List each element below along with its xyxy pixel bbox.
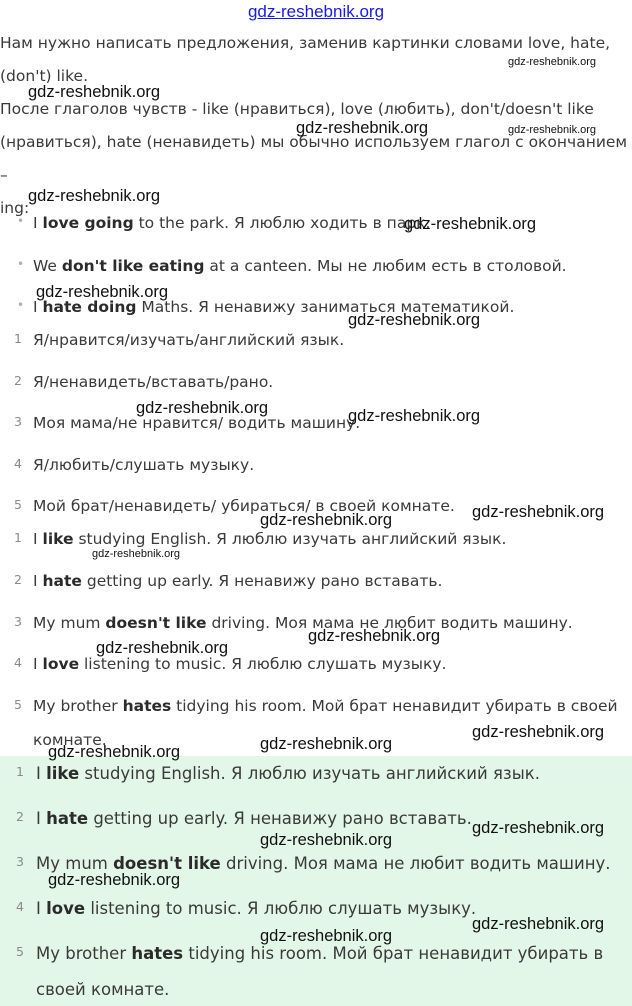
watermark: gdz-reshebnik.org [48, 743, 181, 761]
watermark: gdz-reshebnik.org [296, 119, 429, 137]
intro-line: (don't) like. [0, 67, 89, 85]
watermark: gdz-reshebnik.org [260, 735, 393, 753]
watermark: gdz-reshebnik.org [404, 215, 537, 233]
watermark: gdz-reshebnik.org [472, 503, 605, 521]
watermark: gdz-reshebnik.org [92, 548, 181, 560]
watermark: gdz-reshebnik.org [28, 187, 161, 205]
intro-line: (нравиться), hate (ненавидеть) мы обычно используем глагол с окончанием – [0, 133, 628, 184]
watermark: gdz-reshebnik.org [308, 627, 441, 645]
watermark: gdz-reshebnik.org [260, 927, 393, 945]
intro-line: После глаголов чувств - like (нравиться), love (любить), don't/doesn't like [0, 100, 594, 118]
watermark: gdz-reshebnik.org [508, 124, 597, 136]
watermark: gdz-reshebnik.org [472, 819, 605, 837]
watermark: gdz-reshebnik.org [472, 723, 605, 741]
watermark: gdz-reshebnik.org [36, 283, 169, 301]
watermark: gdz-reshebnik.org [96, 639, 229, 657]
intro-line: Нам нужно написать предложения, заменив картинки словами love, hate, [0, 34, 611, 52]
watermark: gdz-reshebnik.org [28, 83, 161, 101]
bullet-icon: • [17, 214, 25, 228]
watermark: gdz-reshebnik.org [472, 915, 605, 933]
site-header-link[interactable]: gdz-reshebnik.org [247, 2, 385, 21]
watermark: gdz-reshebnik.org [348, 311, 481, 329]
watermark: gdz-reshebnik.org [508, 56, 597, 68]
bullet-icon: • [17, 298, 25, 312]
watermark: gdz-reshebnik.org [348, 407, 481, 425]
watermark: gdz-reshebnik.org [48, 871, 181, 889]
watermark: gdz-reshebnik.org [260, 511, 393, 529]
watermark: gdz-reshebnik.org [260, 831, 393, 849]
intro-line: ing: [0, 199, 30, 217]
watermark: gdz-reshebnik.org [136, 399, 269, 417]
bullet-icon: • [17, 257, 25, 271]
